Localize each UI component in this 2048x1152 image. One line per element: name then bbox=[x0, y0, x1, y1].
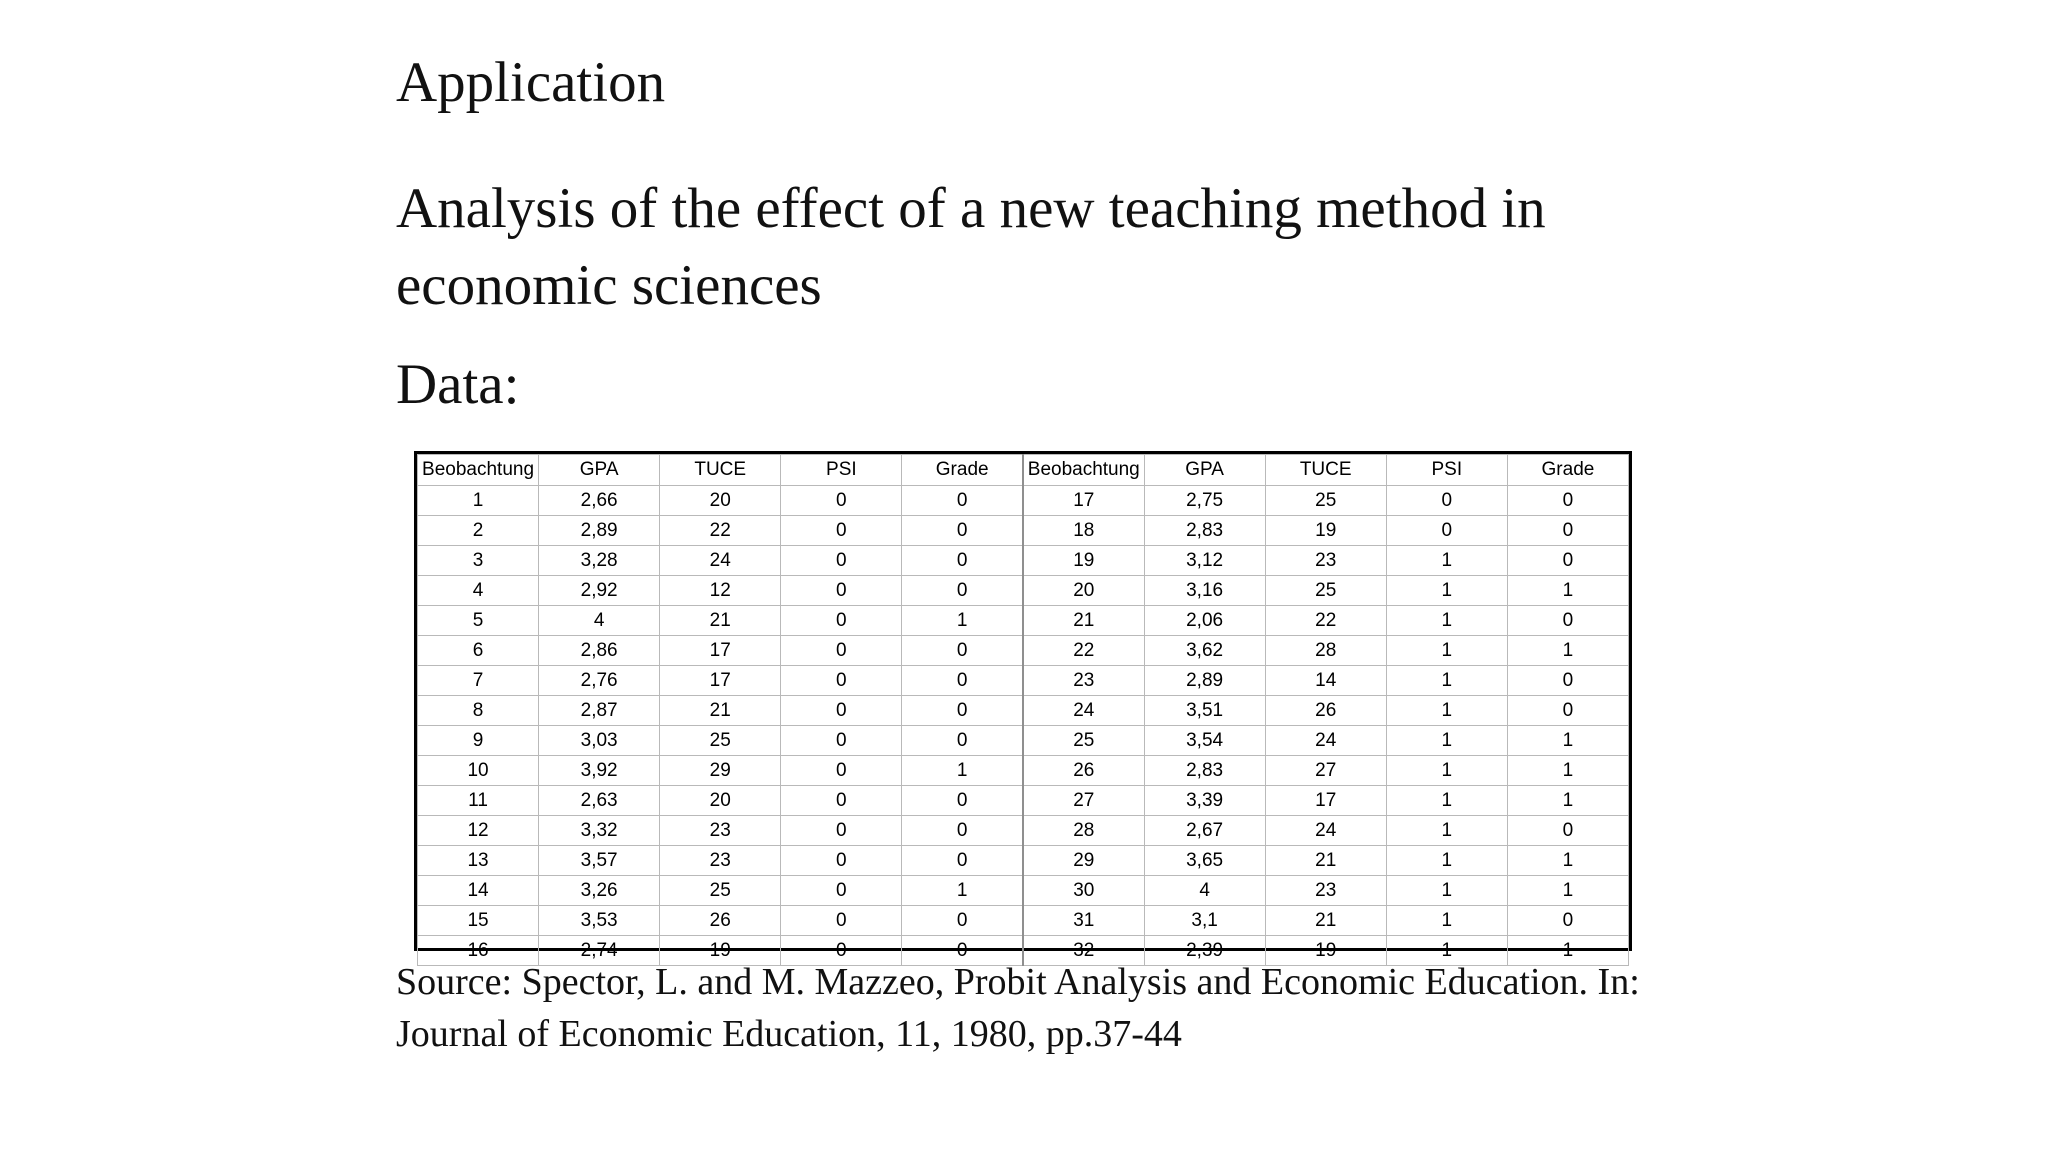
table-cell: 21 bbox=[1265, 846, 1386, 876]
table-cell: 2,92 bbox=[539, 576, 660, 606]
table-cell: 1 bbox=[1386, 606, 1507, 636]
table-cell: 25 bbox=[660, 726, 781, 756]
table-cell: 2,75 bbox=[1144, 486, 1265, 516]
table-cell: 17 bbox=[660, 636, 781, 666]
table-cell: 2,06 bbox=[1144, 606, 1265, 636]
table-cell: 0 bbox=[781, 666, 902, 696]
table-cell: 29 bbox=[1023, 846, 1144, 876]
table-cell: 0 bbox=[902, 546, 1023, 576]
table-cell: 2,83 bbox=[1144, 516, 1265, 546]
table-cell: 25 bbox=[1023, 726, 1144, 756]
table-cell: 20 bbox=[1023, 576, 1144, 606]
table-cell: 25 bbox=[1265, 486, 1386, 516]
table-cell: 1 bbox=[1386, 546, 1507, 576]
table-cell: 2,66 bbox=[539, 486, 660, 516]
table-cell: 1 bbox=[1386, 816, 1507, 846]
table-cell: 1 bbox=[418, 486, 539, 516]
table-cell: 23 bbox=[660, 816, 781, 846]
table-cell: 22 bbox=[660, 516, 781, 546]
slide-title: Application bbox=[396, 51, 666, 114]
table-cell: 1 bbox=[1386, 936, 1507, 966]
table-cell: 1 bbox=[1507, 846, 1628, 876]
table-cell: 26 bbox=[1265, 696, 1386, 726]
table-cell: 2,39 bbox=[1144, 936, 1265, 966]
table-cell: 1 bbox=[1507, 726, 1628, 756]
table-cell: 7 bbox=[418, 666, 539, 696]
table-row bbox=[418, 906, 1629, 936]
table-cell: 3,92 bbox=[539, 756, 660, 786]
table-cell: 23 bbox=[1265, 546, 1386, 576]
table-cell: 3,62 bbox=[1144, 636, 1265, 666]
table-cell: 19 bbox=[1265, 516, 1386, 546]
column-header: Beobachtung bbox=[1023, 455, 1144, 486]
column-header: Beobachtung bbox=[418, 455, 539, 486]
table-cell: 1 bbox=[1386, 666, 1507, 696]
table-cell: 0 bbox=[781, 816, 902, 846]
table-cell: 20 bbox=[660, 786, 781, 816]
table-row bbox=[418, 696, 1629, 726]
column-header: PSI bbox=[1386, 455, 1507, 486]
table-row bbox=[418, 756, 1629, 786]
table-cell: 11 bbox=[418, 786, 539, 816]
table-cell: 15 bbox=[418, 906, 539, 936]
table-cell: 0 bbox=[902, 936, 1023, 966]
table-row bbox=[418, 786, 1629, 816]
table-cell: 27 bbox=[1023, 786, 1144, 816]
table-cell: 1 bbox=[1386, 786, 1507, 816]
table-cell: 0 bbox=[1507, 906, 1628, 936]
table-cell: 1 bbox=[1507, 756, 1628, 786]
table-cell: 2,83 bbox=[1144, 756, 1265, 786]
table-row bbox=[418, 726, 1629, 756]
table-cell: 10 bbox=[418, 756, 539, 786]
table-cell: 1 bbox=[1507, 636, 1628, 666]
table-cell: 0 bbox=[1507, 666, 1628, 696]
table-cell: 1 bbox=[902, 756, 1023, 786]
table-cell: 0 bbox=[781, 756, 902, 786]
table-cell: 3 bbox=[418, 546, 539, 576]
table-cell: 29 bbox=[660, 756, 781, 786]
table-cell: 0 bbox=[1386, 516, 1507, 546]
table-cell: 17 bbox=[1023, 486, 1144, 516]
table-cell: 1 bbox=[1386, 636, 1507, 666]
table-cell: 2,67 bbox=[1144, 816, 1265, 846]
table-cell: 1 bbox=[1386, 846, 1507, 876]
table-cell: 24 bbox=[1265, 816, 1386, 846]
table-body bbox=[418, 486, 1629, 966]
table-cell: 4 bbox=[418, 576, 539, 606]
table-row bbox=[418, 876, 1629, 906]
table-cell: 17 bbox=[1265, 786, 1386, 816]
table-cell: 0 bbox=[781, 726, 902, 756]
table-row bbox=[418, 606, 1629, 636]
table-cell: 3,28 bbox=[539, 546, 660, 576]
table-cell: 0 bbox=[781, 606, 902, 636]
table-cell: 32 bbox=[1023, 936, 1144, 966]
table-cell: 3,16 bbox=[1144, 576, 1265, 606]
table-cell: 2 bbox=[418, 516, 539, 546]
table-row bbox=[418, 846, 1629, 876]
table-cell: 0 bbox=[781, 636, 902, 666]
table-cell: 3,53 bbox=[539, 906, 660, 936]
table-cell: 22 bbox=[1023, 636, 1144, 666]
table-cell: 31 bbox=[1023, 906, 1144, 936]
table-cell: 1 bbox=[1386, 756, 1507, 786]
table-cell: 19 bbox=[1023, 546, 1144, 576]
table-row bbox=[418, 516, 1629, 546]
table-cell: 1 bbox=[1507, 936, 1628, 966]
data-table-container bbox=[414, 451, 1632, 961]
table-cell: 4 bbox=[1144, 876, 1265, 906]
table-cell: 12 bbox=[418, 816, 539, 846]
table-header-row bbox=[418, 455, 1629, 486]
column-header: PSI bbox=[781, 455, 902, 486]
table-cell: 14 bbox=[1265, 666, 1386, 696]
table-cell: 23 bbox=[660, 846, 781, 876]
table-cell: 27 bbox=[1265, 756, 1386, 786]
table-cell: 0 bbox=[781, 936, 902, 966]
table-cell: 0 bbox=[902, 636, 1023, 666]
table-cell: 0 bbox=[1507, 516, 1628, 546]
table-row bbox=[418, 816, 1629, 846]
table-cell: 21 bbox=[660, 606, 781, 636]
table-cell: 0 bbox=[781, 876, 902, 906]
table-cell: 1 bbox=[1507, 876, 1628, 906]
table-cell: 0 bbox=[902, 486, 1023, 516]
table-cell: 1 bbox=[1507, 576, 1628, 606]
source-line-2: Journal of Economic Education, 11, 1980, pp.37-44 bbox=[396, 1013, 1182, 1055]
table-cell: 6 bbox=[418, 636, 539, 666]
table-cell: 24 bbox=[660, 546, 781, 576]
table-cell: 4 bbox=[539, 606, 660, 636]
table-cell: 3,57 bbox=[539, 846, 660, 876]
table-cell: 25 bbox=[1265, 576, 1386, 606]
table-cell: 1 bbox=[1386, 726, 1507, 756]
table-cell: 19 bbox=[660, 936, 781, 966]
table-cell: 23 bbox=[1265, 876, 1386, 906]
table-cell: 0 bbox=[781, 906, 902, 936]
column-header: GPA bbox=[1144, 455, 1265, 486]
table-cell: 14 bbox=[418, 876, 539, 906]
table-cell: 2,86 bbox=[539, 636, 660, 666]
table-row bbox=[418, 576, 1629, 606]
column-header: GPA bbox=[539, 455, 660, 486]
table-cell: 0 bbox=[902, 906, 1023, 936]
table-cell: 0 bbox=[781, 786, 902, 816]
table-cell: 0 bbox=[902, 726, 1023, 756]
table-cell: 0 bbox=[1507, 696, 1628, 726]
source-citation bbox=[396, 956, 1796, 1060]
table-row bbox=[418, 486, 1629, 516]
table-cell: 3,39 bbox=[1144, 786, 1265, 816]
table-cell: 13 bbox=[418, 846, 539, 876]
table-cell: 1 bbox=[902, 606, 1023, 636]
table-cell: 5 bbox=[418, 606, 539, 636]
table-cell: 19 bbox=[1265, 936, 1386, 966]
table-cell: 20 bbox=[660, 486, 781, 516]
table-cell: 21 bbox=[660, 696, 781, 726]
table-cell: 2,89 bbox=[539, 516, 660, 546]
table-cell: 0 bbox=[902, 846, 1023, 876]
table-cell: 0 bbox=[781, 696, 902, 726]
table-cell: 22 bbox=[1265, 606, 1386, 636]
table-cell: 0 bbox=[781, 516, 902, 546]
table-cell: 8 bbox=[418, 696, 539, 726]
table-cell: 2,63 bbox=[539, 786, 660, 816]
slide-subtitle bbox=[396, 170, 1546, 324]
data-table bbox=[417, 454, 1629, 966]
table-cell: 24 bbox=[1265, 726, 1386, 756]
table-cell: 0 bbox=[781, 576, 902, 606]
table-cell: 3,1 bbox=[1144, 906, 1265, 936]
table-cell: 0 bbox=[1507, 486, 1628, 516]
table-cell: 0 bbox=[902, 786, 1023, 816]
column-header: Grade bbox=[902, 455, 1023, 486]
table-cell: 2,74 bbox=[539, 936, 660, 966]
table-row bbox=[418, 666, 1629, 696]
table-cell: 0 bbox=[902, 816, 1023, 846]
subtitle-line-1: Analysis of the effect of a new teaching method in bbox=[396, 177, 1546, 240]
table-cell: 1 bbox=[902, 876, 1023, 906]
column-header: TUCE bbox=[1265, 455, 1386, 486]
table-cell: 0 bbox=[1386, 486, 1507, 516]
table-cell: 3,12 bbox=[1144, 546, 1265, 576]
table-cell: 0 bbox=[902, 666, 1023, 696]
table-cell: 2,87 bbox=[539, 696, 660, 726]
column-header: Grade bbox=[1507, 455, 1628, 486]
table-cell: 2,89 bbox=[1144, 666, 1265, 696]
table-cell: 3,32 bbox=[539, 816, 660, 846]
table-cell: 0 bbox=[781, 546, 902, 576]
table-cell: 0 bbox=[902, 516, 1023, 546]
table-cell: 26 bbox=[660, 906, 781, 936]
table-cell: 2,76 bbox=[539, 666, 660, 696]
table-cell: 1 bbox=[1386, 906, 1507, 936]
table-cell: 0 bbox=[1507, 606, 1628, 636]
table-cell: 0 bbox=[781, 846, 902, 876]
table-cell: 3,54 bbox=[1144, 726, 1265, 756]
table-cell: 0 bbox=[1507, 546, 1628, 576]
table-cell: 1 bbox=[1386, 696, 1507, 726]
table-cell: 9 bbox=[418, 726, 539, 756]
table-row bbox=[418, 636, 1629, 666]
table-cell: 12 bbox=[660, 576, 781, 606]
table-cell: 0 bbox=[902, 576, 1023, 606]
table-cell: 16 bbox=[418, 936, 539, 966]
table-cell: 0 bbox=[781, 486, 902, 516]
table-cell: 0 bbox=[902, 696, 1023, 726]
table-cell: 3,26 bbox=[539, 876, 660, 906]
table-cell: 3,51 bbox=[1144, 696, 1265, 726]
data-heading: Data: bbox=[396, 353, 520, 416]
table-cell: 1 bbox=[1386, 576, 1507, 606]
table-cell: 26 bbox=[1023, 756, 1144, 786]
table-row bbox=[418, 546, 1629, 576]
table-cell: 18 bbox=[1023, 516, 1144, 546]
table-cell: 30 bbox=[1023, 876, 1144, 906]
table-cell: 21 bbox=[1265, 906, 1386, 936]
table-cell: 1 bbox=[1386, 876, 1507, 906]
source-line-1: Source: Spector, L. and M. Mazzeo, Probit Analysis and Economic Education. In: bbox=[396, 961, 1640, 1003]
table-cell: 28 bbox=[1023, 816, 1144, 846]
table-cell: 1 bbox=[1507, 786, 1628, 816]
table-cell: 17 bbox=[660, 666, 781, 696]
table-cell: 3,65 bbox=[1144, 846, 1265, 876]
subtitle-line-2: economic sciences bbox=[396, 254, 822, 317]
table-cell: 23 bbox=[1023, 666, 1144, 696]
table-cell: 24 bbox=[1023, 696, 1144, 726]
table-cell: 3,03 bbox=[539, 726, 660, 756]
table-cell: 0 bbox=[1507, 816, 1628, 846]
table-cell: 21 bbox=[1023, 606, 1144, 636]
table-cell: 28 bbox=[1265, 636, 1386, 666]
table-cell: 25 bbox=[660, 876, 781, 906]
column-header: TUCE bbox=[660, 455, 781, 486]
